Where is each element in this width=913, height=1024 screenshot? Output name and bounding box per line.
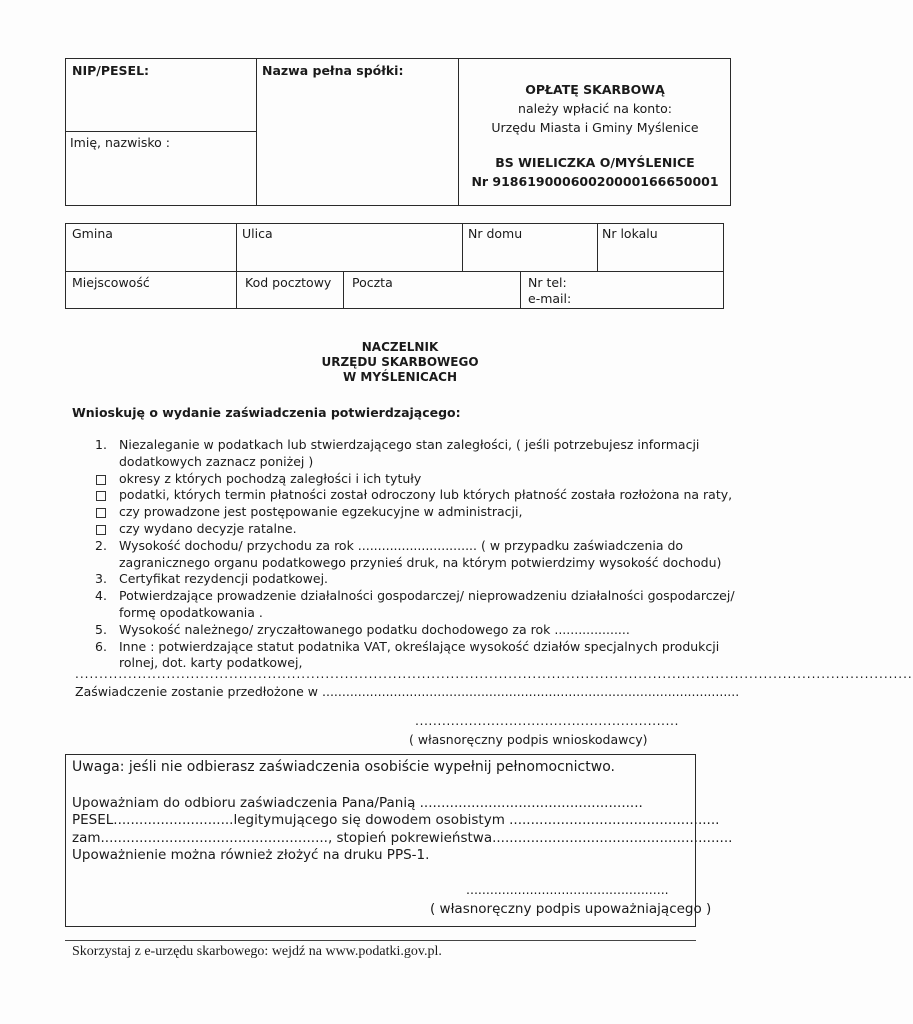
list-number: 2. (95, 537, 107, 553)
presented-in-line[interactable]: Zaświadczenie zostanie przedłożone w ......................................................................................................... (75, 684, 740, 699)
name-label: Imię, nazwisko : (70, 135, 170, 150)
request-heading: Wnioskuję o wydanie zaświadczenia potwierdzającego: (72, 405, 461, 420)
authorization-line4: Upoważnienie można również złożyć na druku PPS-1. (72, 847, 430, 863)
miejscowosc-field[interactable]: Miejscowość (72, 275, 150, 290)
address-col-5 (520, 271, 521, 309)
authorizer-signature-dots[interactable]: ................................................... (466, 882, 669, 897)
list-item (95, 555, 735, 572)
ulica-field[interactable]: Ulica (242, 226, 273, 241)
checkbox[interactable] (96, 491, 106, 501)
address-col-4 (343, 271, 344, 309)
list-item-text: Potwierdzające prowadzenie działalności gospodarczej/ nieprowadzeniu działalności gospodarczej/ (119, 588, 735, 604)
list-item (95, 487, 735, 504)
list-item-text: Wysokość należnego/ zryczałtowanego podatku dochodowego za rok ................... (119, 621, 630, 637)
checkbox[interactable] (96, 525, 106, 535)
list-number: 6. (95, 638, 107, 654)
header-name-divider (65, 131, 257, 132)
payment-account: Nr 91861900060020000166650001 (471, 174, 719, 189)
list-item (95, 622, 735, 639)
footer-text: Skorzystaj z e-urzędu skarbowego: wejdź na www.podatki.gov.pl. (72, 944, 442, 959)
address-col-3 (597, 223, 598, 272)
list-item (95, 588, 735, 605)
payment-title: OPŁATĘ SKARBOWĄ (525, 82, 665, 97)
checkbox[interactable] (96, 508, 106, 518)
list-item-text: formę opodatkowania . (119, 604, 263, 620)
address-row-divider (65, 271, 724, 272)
nip-pesel-label: NIP/PESEL: (72, 63, 150, 78)
list-item (95, 454, 735, 471)
nr-tel-field[interactable]: Nr tel: (528, 275, 567, 290)
request-list (95, 437, 735, 672)
list-item-text: zagranicznego organu podatkowego przynieś druk, na którym potwierdzimy wysokość dochodu) (119, 554, 722, 570)
list-item-text: Wysokość dochodu/ przychodu za rok .............................. ( w przypadku zaświadczenia do (119, 537, 684, 553)
list-number: 5. (95, 621, 107, 637)
authorization-note: Uwaga: jeśli nie odbierasz zaświadczenia osobiście wypełnij pełnomocnictwo. (72, 759, 615, 775)
authorization-line2[interactable]: PESEL............................legitymującego się dowodem osobistym ................................................. (72, 812, 720, 828)
address-col-1 (236, 223, 237, 309)
authorization-content (72, 759, 732, 865)
payment-info (459, 80, 731, 191)
nr-lokalu-field[interactable]: Nr lokalu (602, 226, 658, 241)
list-item (95, 437, 735, 454)
list-item-text: rolnej, dot. karty podatkowej, (119, 655, 303, 671)
list-item (95, 639, 735, 656)
header-divider-1 (256, 58, 257, 206)
list-item (95, 504, 735, 521)
applicant-signature-dots[interactable]: ........................................................... (415, 713, 679, 728)
payment-line1: należy wpłacić na konto: (518, 101, 672, 116)
recipient-line3: W MYŚLENICACH (343, 370, 457, 384)
list-item (95, 605, 735, 622)
list-number: 1. (95, 437, 107, 452)
dotted-separator: .............................................................................................................................................................................. (75, 667, 913, 681)
list-item-text: podatki, których termin płatności został odroczony lub których płatność została rozłożona na raty, (119, 487, 733, 503)
recipient-line1: NACZELNIK (361, 340, 439, 354)
list-item-text: dodatkowych zaznacz poniżej ) (119, 453, 314, 469)
authorization-line1[interactable]: Upoważniam do odbioru zaświadczenia Pana/Panią .................................................... (72, 794, 643, 811)
payment-line2: Urzędu Miasta i Gminy Myślenice (491, 120, 699, 135)
list-item (95, 571, 735, 588)
poczta-field[interactable]: Poczta (352, 275, 393, 290)
list-item-text: czy prowadzone jest postępowanie egzekucyjne w administracji, (119, 504, 523, 520)
list-item (95, 521, 735, 538)
email-field[interactable]: e-mail: (528, 291, 572, 306)
recipient-block (250, 340, 550, 385)
nr-domu-field[interactable]: Nr domu (468, 226, 523, 241)
list-number: 4. (95, 588, 107, 604)
address-col-2 (462, 223, 463, 272)
list-item (95, 471, 735, 488)
payment-bank: BS WIELICZKA O/MYŚLENICE (495, 155, 695, 170)
list-number: 3. (95, 571, 107, 587)
list-item (95, 538, 735, 555)
authorizer-signature-label: ( własnoręczny podpis upoważniającego ) (430, 901, 712, 917)
list-item-text: Niezaleganie w podatkach lub stwierdzającego stan zaległości, ( jeśli potrzebujesz informacji (119, 437, 700, 452)
kod-pocztowy-field[interactable]: Kod pocztowy (245, 275, 332, 290)
list-item-text: okresy z których pochodzą zaległości i ich tytuły (119, 470, 422, 486)
footer-rule (65, 940, 696, 941)
list-item-text: czy wydano decyzje ratalne. (119, 520, 297, 536)
checkbox[interactable] (96, 475, 106, 485)
list-item-text: Certyfikat rezydencji podatkowej. (119, 571, 329, 587)
list-item-text: Inne : potwierdzające statut podatnika VAT, określające wysokość działów specjalnych produkcji (119, 638, 720, 654)
applicant-signature-label: ( własnoręczny podpis wnioskodawcy) (409, 732, 648, 747)
gmina-field[interactable]: Gmina (72, 226, 113, 241)
recipient-line2: URZĘDU SKARBOWEGO (321, 355, 479, 369)
authorization-line3[interactable]: zam....................................................., stopień pokrewieństwa........................................................ (72, 829, 733, 846)
company-name-label: Nazwa pełna spółki: (262, 63, 404, 78)
